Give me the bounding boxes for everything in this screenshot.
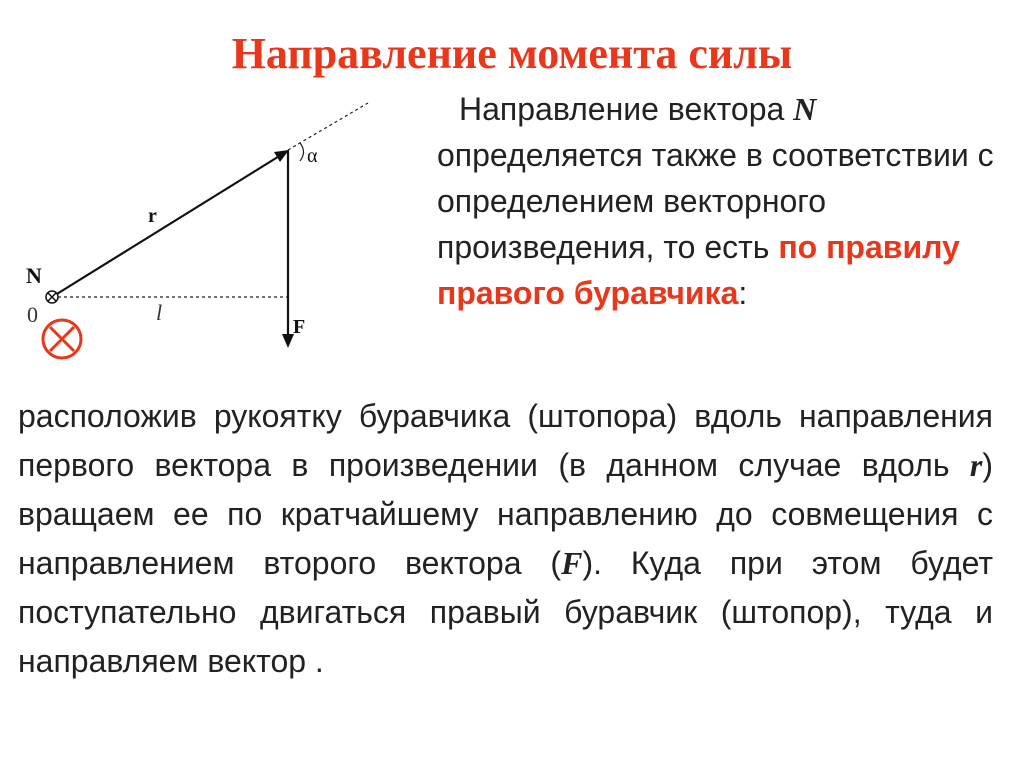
- alpha-angle-arc: [300, 143, 304, 161]
- r-vector-line: [52, 155, 281, 297]
- vector-r-symbol: r: [969, 447, 983, 483]
- explanation-part1: расположив рукоятку буравчика (штопора) вдоль направления первого вектора в произведении (в данном случае вдоль: [18, 398, 993, 483]
- rule-paragraph-part1: Направление вектора: [459, 91, 794, 127]
- rule-paragraph: [437, 86, 997, 316]
- explanation-part2: ) вращаем ее по кратчайшему направлению до совмещения с направлением второго вектора (: [18, 447, 993, 581]
- vector-n-symbol: N: [793, 91, 817, 127]
- right-screw-rule-highlight: по правилу правого буравчика: [437, 229, 960, 311]
- r-label: r: [148, 205, 157, 227]
- explanation-part3: ). Куда при этом будет поступательно двигаться правый буравчик (штопор), туда и направляем вектор .: [18, 545, 994, 679]
- f-label: F: [293, 316, 306, 338]
- r-vector-arrowhead: [274, 150, 289, 162]
- origin-label: 0: [27, 302, 38, 327]
- r-extension-dashed: [288, 103, 368, 150]
- rule-paragraph-part3: :: [738, 275, 748, 311]
- n-label: N: [26, 263, 42, 288]
- into-page-vector-icon: [43, 320, 81, 358]
- l-label: l: [156, 300, 163, 325]
- slide-title: Направление момента силы: [231, 29, 793, 78]
- explanation-paragraph: [18, 392, 993, 686]
- alpha-label: α: [307, 145, 318, 167]
- moment-diagram: [0, 80, 430, 380]
- vector-f-symbol: F: [561, 545, 583, 581]
- rule-paragraph-part2: определяется также в соответствии с определением векторного произведения, то есть: [437, 137, 994, 265]
